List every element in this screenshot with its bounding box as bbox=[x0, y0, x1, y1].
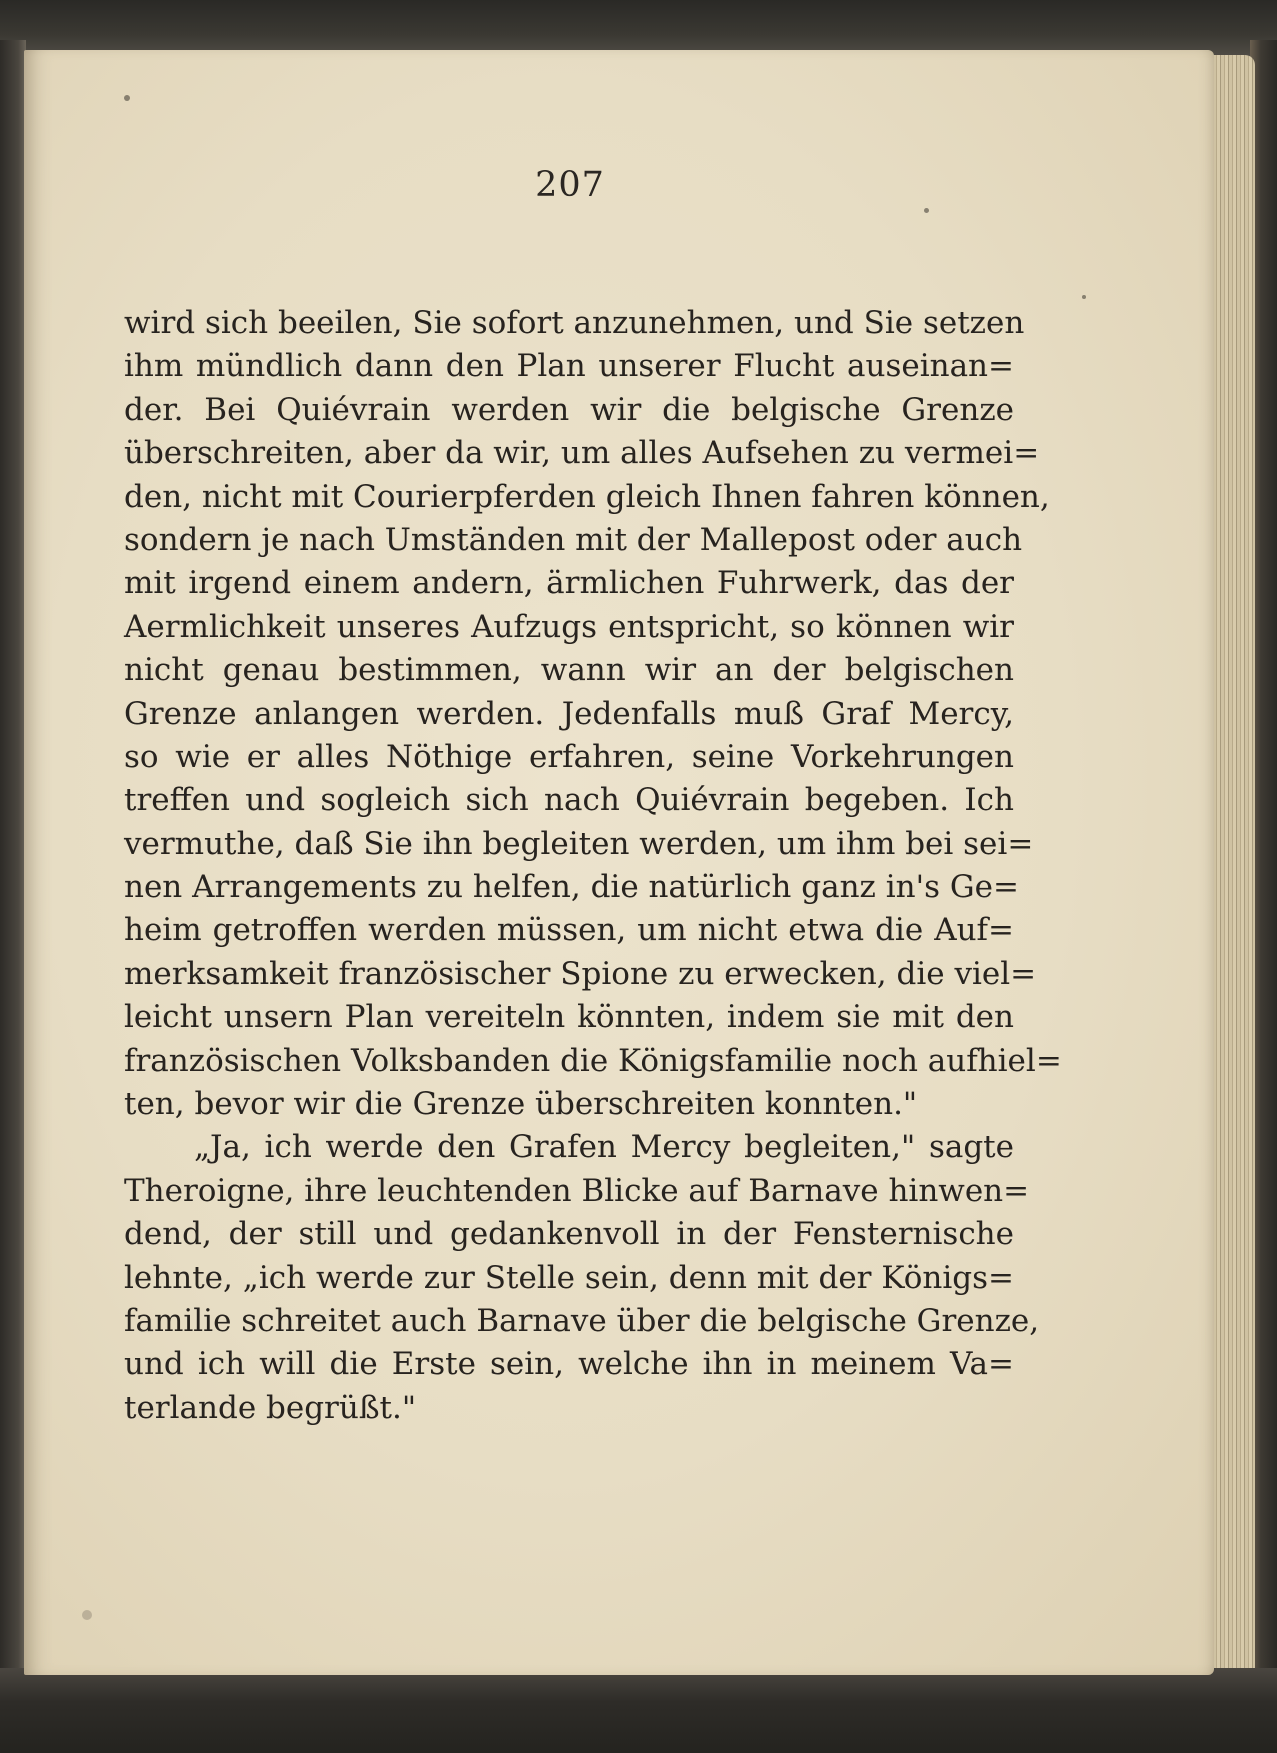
paper-speck bbox=[924, 208, 929, 213]
text-line: Aermlichkeit unseres Aufzugs entspricht, so können wir bbox=[124, 608, 1014, 645]
text-line: nicht genau bestimmen, wann wir an der belgischen bbox=[124, 652, 1014, 689]
paper-speck bbox=[1082, 295, 1086, 299]
text-line: treffen und sogleich sich nach Quiévrain begeben. Ich bbox=[124, 782, 1014, 819]
text-line: familie schreitet auch Barnave über die belgische Grenze, bbox=[124, 1302, 1040, 1339]
text-line: mit irgend einem andern, ärmlichen Fuhrwerk, das der bbox=[124, 565, 1014, 602]
text-line: Theroigne, ihre leuchtenden Blicke auf Barnave hinwen= bbox=[124, 1172, 1030, 1209]
text-line: so wie er alles Nöthige erfahren, seine Vorkehrungen bbox=[124, 738, 1014, 775]
text-line: terlande begrüßt." bbox=[124, 1389, 417, 1426]
page-body-text bbox=[124, 302, 1062, 1430]
text-line: der. Bei Quiévrain werden wir die belgische Grenze bbox=[124, 391, 1014, 428]
text-line: und ich will die Erste sein, welche ihn in meinem Va= bbox=[124, 1346, 1014, 1383]
text-line: sondern je nach Umständen mit der Mallepost oder auch bbox=[124, 521, 1023, 558]
text-line: den, nicht mit Courierpferden gleich Ihnen fahren können, bbox=[124, 478, 1050, 515]
text-line: „Ja, ich werde den Grafen Mercy begleiten," sagte bbox=[194, 1129, 1014, 1166]
text-line: lehnte, „ich werde zur Stelle sein, denn mit der Königs= bbox=[124, 1259, 1014, 1296]
text-line: nen Arrangements zu helfen, die natürlich ganz in's Ge= bbox=[124, 869, 1019, 906]
text-line: leicht unsern Plan vereiteln könnten, indem sie mit den bbox=[124, 999, 1014, 1036]
book-cover-left-edge bbox=[0, 40, 26, 1690]
text-line: überschreiten, aber da wir, um alles Aufsehen zu vermei= bbox=[124, 435, 1040, 472]
paper-speck bbox=[82, 1610, 92, 1620]
text-line: französischen Volksbanden die Königsfamilie noch aufhiel= bbox=[124, 1042, 1062, 1079]
paper-speck bbox=[124, 95, 130, 101]
book-cover-bottom-edge bbox=[0, 1668, 1277, 1753]
text-line: wird sich beeilen, Sie sofort anzunehmen, und Sie setzen bbox=[124, 305, 1025, 341]
text-line: dend, der still und gedankenvoll in der Fensternische bbox=[124, 1216, 1014, 1253]
text-line: vermuthe, daß Sie ihn begleiten werden, um ihm bei sei= bbox=[124, 825, 1034, 862]
text-line: ten, bevor wir die Grenze überschreiten konnten." bbox=[124, 1086, 918, 1123]
text-line: ihm mündlich dann den Plan unserer Flucht auseinan= bbox=[124, 348, 1014, 385]
text-line: heim getroffen werden müssen, um nicht etwa die Auf= bbox=[124, 912, 1014, 949]
text-line: merksamkeit französischer Spione zu erwecken, die viel= bbox=[124, 955, 1037, 992]
text-line: Grenze anlangen werden. Jedenfalls muß Graf Mercy, bbox=[124, 695, 1014, 732]
page-number: 207 bbox=[535, 165, 605, 205]
